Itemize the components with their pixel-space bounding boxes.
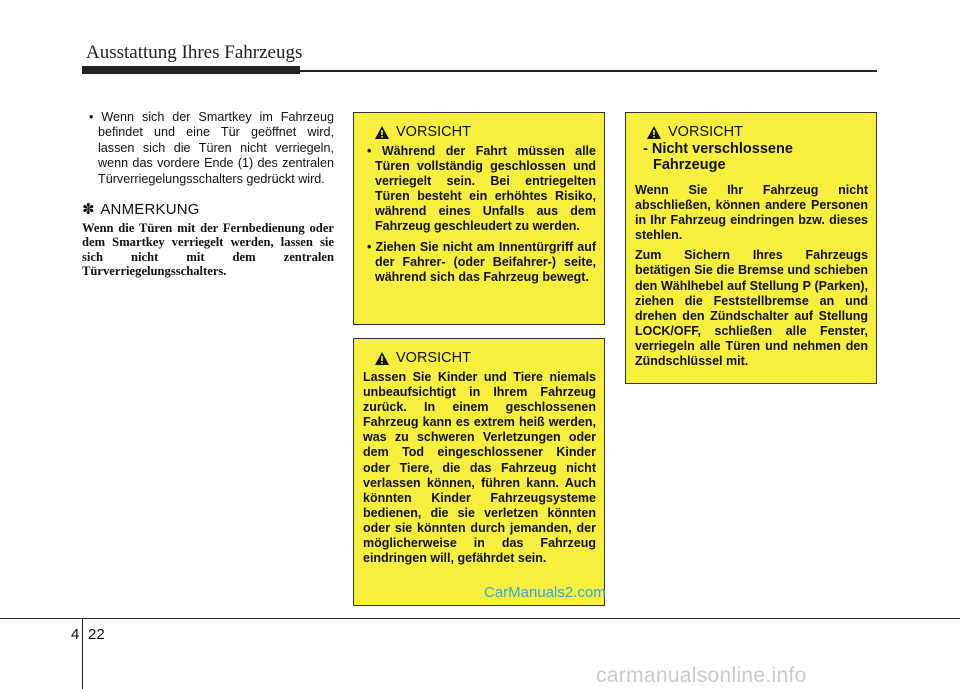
caution-body: Lassen Sie Kinder und Tiere niemals unbeaufsichtigt in Ihrem Fahrzeug zurück. In einem geschlossenen Fahrzeug kann es extrem heiß werden, was zu schweren Verletzungen oder dem Tod eingeschlossener Kinder oder Tiere, die das Fahrzeug nicht verlassen können, führen kann. Auch könnten Kinder Fahrzeugsysteme bedienen, die sie verletzen könnten oder sie könnten durch jemanden, der möglicherweise in das Fahrzeug eindringen will, gefährdet sein. xyxy=(363,370,596,566)
footer-rule xyxy=(0,618,960,619)
caution-subtitle xyxy=(643,141,868,173)
warning-triangle-icon xyxy=(375,352,389,365)
caution-subtitle-line1: - Nicht verschlossene xyxy=(643,141,793,157)
note-title: ANMERKUNG xyxy=(100,201,200,219)
footer-divider xyxy=(82,618,83,689)
warning-triangle-icon xyxy=(375,126,389,139)
caution-title-text: VORSICHT xyxy=(396,350,471,366)
caution-box-children xyxy=(353,338,605,606)
note-heading xyxy=(82,200,334,218)
watermark-carmanuals2: CarManuals2.com xyxy=(484,584,606,601)
caution-box-driving xyxy=(353,112,605,325)
header-thick-rule xyxy=(82,66,300,74)
caution-list xyxy=(363,144,596,285)
chapter-number: 4 xyxy=(71,626,80,643)
caution-title xyxy=(647,123,868,141)
note-star-icon: ✽ xyxy=(82,201,95,219)
caution-item: • Während der Fahrt müssen alle Türen vollständig geschlossen und verriegelt sein. Bei entriegelten Türen besteht ein erhöhtes Risiko, während eines Unfalls aus dem Fahrzeug geschleudert zu werden. xyxy=(367,144,596,234)
caution-title-text: VORSICHT xyxy=(396,124,471,140)
warning-triangle-icon xyxy=(647,126,661,139)
caution-item-text: Ziehen Sie nicht am Innentürgriff auf der Fahrer- (oder Beifahrer-) seite, während sich das Fahrzeug bewegt. xyxy=(375,239,596,284)
caution-box-unlocked xyxy=(625,112,877,384)
caution-paragraph: Wenn Sie Ihr Fahrzeug nicht abschließen, können andere Personen in Ihr Fahrzeug eindringen bzw. dieses stehlen. xyxy=(635,183,868,243)
bullet-text: Wenn sich der Smartkey im Fahrzeug befindet und eine Tür geöffnet wird, lassen sich die Türen nicht verriegeln, wenn das vordere Ende (1) des zentralen Türverriegelungsschalters gedrückt wird. xyxy=(98,110,334,186)
watermark-carmanualsonline: carmanualsonline.info xyxy=(596,664,807,687)
caution-subtitle-line2: Fahrzeuge xyxy=(653,157,726,173)
bullet-paragraph: • Wenn sich der Smartkey im Fahrzeug befindet und eine Tür geöffnet wird, lassen sich die Türen nicht verriegeln, wenn das vordere Ende (1) des zentralen Türverriegelungsschalters gedrückt wird. xyxy=(89,110,334,186)
caution-title xyxy=(375,123,596,141)
page-number: 22 xyxy=(88,626,105,643)
caution-title xyxy=(375,349,596,367)
caution-title-text: VORSICHT xyxy=(668,124,743,140)
header-title: Ausstattung Ihres Fahrzeugs xyxy=(86,42,303,63)
caution-item-text: Während der Fahrt müssen alle Türen vollständig geschlossen und verriegelt sein. Bei entriegelten Türen besteht ein erhöhtes Risiko, während eines Unfalls aus dem Fahrzeug geschleudert zu werden. xyxy=(375,144,596,234)
header-rule xyxy=(82,66,877,74)
caution-item: • Ziehen Sie nicht am Innentürgriff auf der Fahrer- (oder Beifahrer-) seite, während sich das Fahrzeug bewegt. xyxy=(367,239,596,284)
caution-paragraph: Zum Sichern Ihres Fahrzeugs betätigen Sie die Bremse und schieben den Wählhebel auf Stellung P (Parken), ziehen die Feststellbremse an und drehen den Zündschalter auf Stellung LOCK/OFF, schließen alle Fenster, verriegeln alle Türen und nehmen den Zündschlüssel mit. xyxy=(635,248,868,369)
left-column xyxy=(82,110,334,279)
note-body: Wenn die Türen mit der Fernbedienung oder dem Smartkey verriegelt werden, lassen sie sich nicht mit dem zentralen Türverriegelungsschalters. xyxy=(82,221,334,279)
